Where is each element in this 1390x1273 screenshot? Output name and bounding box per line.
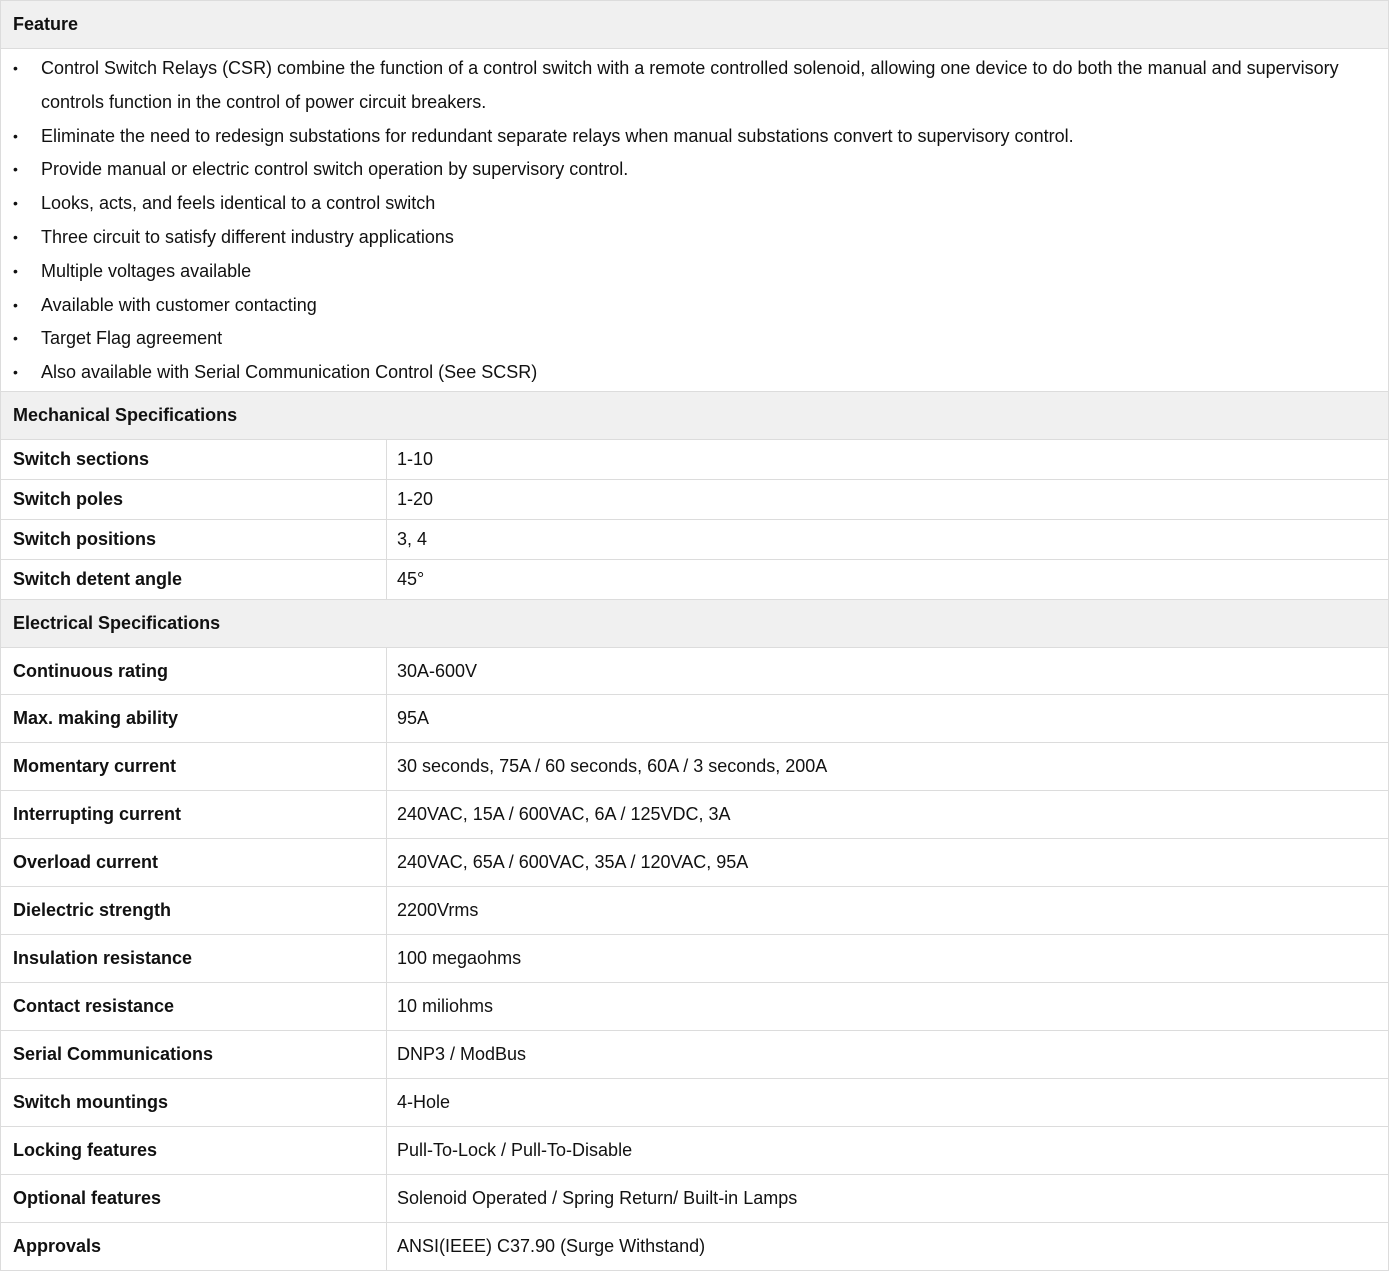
spec-row — [1, 791, 1389, 839]
feature-section-title: Feature — [1, 1, 1389, 49]
spec-value: 45° — [387, 560, 1389, 600]
spec-row — [1, 887, 1389, 935]
feature-item — [13, 289, 1376, 323]
spec-row — [1, 695, 1389, 743]
spec-row — [1, 520, 1389, 560]
spec-row — [1, 1223, 1389, 1271]
bullet-icon: • — [13, 195, 18, 212]
spec-row — [1, 1175, 1389, 1223]
spec-row — [1, 440, 1389, 480]
bullet-icon: • — [13, 229, 18, 245]
feature-item-text: Eliminate the need to redesign substations for redundant separate relays when manual substations convert to supervisory control. — [41, 125, 1074, 146]
bullet-icon: • — [13, 262, 18, 279]
feature-item — [13, 221, 1376, 255]
feature-item — [13, 322, 1376, 356]
spec-label: Approvals — [1, 1223, 387, 1271]
feature-item — [13, 187, 1376, 221]
spec-row — [1, 648, 1389, 695]
feature-item — [13, 52, 1376, 120]
spec-value: 100 megaohms — [387, 935, 1389, 983]
mechanical-section-title: Mechanical Specifications — [1, 392, 1389, 440]
spec-value: 95A — [387, 695, 1389, 743]
spec-row — [1, 1079, 1389, 1127]
spec-label: Switch sections — [1, 440, 387, 480]
spec-label: Switch mountings — [1, 1079, 387, 1127]
spec-value: 1-10 — [387, 440, 1389, 480]
feature-section-header — [1, 1, 1389, 49]
bullet-icon: • — [13, 296, 18, 313]
spec-row — [1, 1127, 1389, 1175]
spec-value: 240VAC, 65A / 600VAC, 35A / 120VAC, 95A — [387, 839, 1389, 887]
spec-label: Momentary current — [1, 743, 387, 791]
bullet-icon: • — [13, 161, 18, 178]
spec-label: Overload current — [1, 839, 387, 887]
bullet-icon: • — [13, 60, 18, 77]
spec-row — [1, 983, 1389, 1031]
electrical-section-header — [1, 600, 1389, 648]
bullet-icon: • — [13, 364, 18, 381]
spec-value: 1-20 — [387, 480, 1389, 520]
spec-label: Max. making ability — [1, 695, 387, 743]
spec-label: Dielectric strength — [1, 887, 387, 935]
spec-value: 240VAC, 15A / 600VAC, 6A / 125VDC, 3A — [387, 791, 1389, 839]
spec-row — [1, 480, 1389, 520]
spec-value: Pull-To-Lock / Pull-To-Disable — [387, 1127, 1389, 1175]
spec-label: Switch poles — [1, 480, 387, 520]
feature-item-text: Multiple voltages available — [41, 260, 252, 281]
spec-label: Continuous rating — [1, 648, 387, 695]
spec-value: 3, 4 — [387, 520, 1389, 560]
feature-list-cell — [1, 49, 1389, 392]
spec-value: 4-Hole — [387, 1079, 1389, 1127]
spec-value: 30 seconds, 75A / 60 seconds, 60A / 3 seconds, 200A — [387, 743, 1389, 791]
bullet-icon: • — [13, 330, 18, 347]
spec-row — [1, 1031, 1389, 1079]
feature-item — [13, 120, 1376, 154]
spec-label: Contact resistance — [1, 983, 387, 1031]
spec-label: Locking features — [1, 1127, 387, 1175]
spec-label: Switch detent angle — [1, 560, 387, 600]
electrical-section-title: Electrical Specifications — [1, 600, 1389, 648]
feature-item-text: Control Switch Relays (CSR) combine the function of a control switch with a remote controlled solenoid, allowing one device to do both the manual and supervisory controls function in the control of power circuit breakers. — [41, 58, 1339, 112]
feature-item-text: Looks, acts, and feels identical to a control switch — [41, 193, 436, 214]
bullet-icon: • — [13, 127, 18, 144]
spec-value: 10 miliohms — [387, 983, 1389, 1031]
feature-item — [13, 356, 1376, 390]
spec-value: Solenoid Operated / Spring Return/ Built-in Lamps — [387, 1175, 1389, 1223]
spec-value: 2200Vrms — [387, 887, 1389, 935]
feature-list — [13, 52, 1376, 390]
feature-item-text: Target Flag agreement — [41, 328, 223, 349]
spec-row — [1, 839, 1389, 887]
feature-item — [13, 255, 1376, 289]
spec-row — [1, 743, 1389, 791]
mechanical-section-header — [1, 392, 1389, 440]
feature-item-text: Three circuit to satisfy different industry applications — [41, 227, 454, 247]
spec-label: Insulation resistance — [1, 935, 387, 983]
feature-item-text: Available with customer contacting — [41, 294, 317, 315]
spec-label: Interrupting current — [1, 791, 387, 839]
feature-item-text: Also available with Serial Communication Control (See SCSR) — [41, 362, 538, 383]
spec-value: ANSI(IEEE) C37.90 (Surge Withstand) — [387, 1223, 1389, 1271]
spec-value: 30A-600V — [387, 648, 1389, 695]
feature-item-text: Provide manual or electric control switch operation by supervisory control. — [41, 159, 629, 180]
spec-label: Switch positions — [1, 520, 387, 560]
feature-item — [13, 153, 1376, 187]
spec-label: Optional features — [1, 1175, 387, 1223]
spec-label: Serial Communications — [1, 1031, 387, 1079]
spec-value: DNP3 / ModBus — [387, 1031, 1389, 1079]
spec-row — [1, 935, 1389, 983]
feature-list-row — [1, 49, 1389, 392]
spec-row — [1, 560, 1389, 600]
